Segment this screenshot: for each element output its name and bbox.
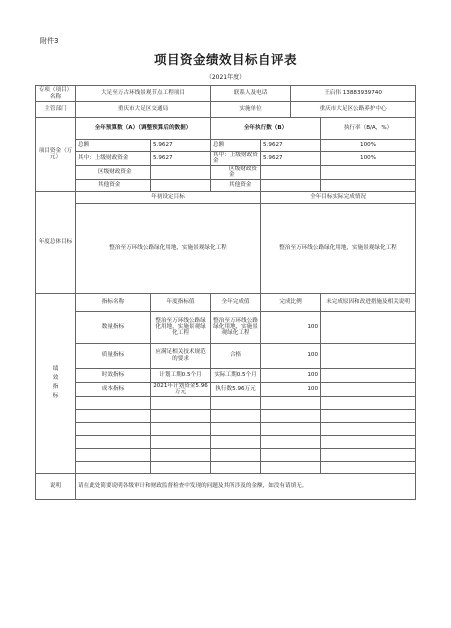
funds-label: 其他资金 <box>76 179 151 191</box>
funds-header-row <box>36 118 416 140</box>
project-name-value: 大足至万古环线景观节点工程项目 <box>76 86 211 102</box>
perf-row <box>36 382 416 396</box>
unit-label: 实施单位 <box>211 102 291 118</box>
funds-exec <box>261 179 321 191</box>
perf-ratio: 100 <box>261 311 321 343</box>
perf-row <box>36 311 416 343</box>
funds-budget: 5.9627 <box>151 140 211 152</box>
perf-header-note: 未完成原因和改进措施及相关说明 <box>321 293 416 311</box>
perf-note <box>321 368 416 382</box>
perf-row-label-text: 绩效指标 <box>52 366 59 400</box>
dept-label: 主管部门 <box>36 102 76 118</box>
funds-exec-label: 其中：上级财政资金 <box>211 152 261 166</box>
attachment-label: 附件3 <box>40 37 59 45</box>
year-label: （2021年度） <box>205 74 246 81</box>
perf-blank-row <box>36 435 416 448</box>
funds-row <box>36 165 416 179</box>
goals-plan-header: 年初设定目标 <box>76 191 261 203</box>
project-name-label: 专项（项目）名称 <box>36 86 76 102</box>
perf-row <box>36 343 416 368</box>
perf-target: 计划工期0.5个月 <box>151 368 211 382</box>
funds-budget: 5.9627 <box>151 152 211 166</box>
contact-label: 联系人及电话 <box>211 86 291 102</box>
funds-exec-label: 其他资金 <box>211 179 261 191</box>
goals-actual-header: 全年目标实际完成情况 <box>261 191 416 203</box>
perf-blank-row <box>36 396 416 409</box>
perf-actual: 实际工期0.5个月 <box>211 368 261 382</box>
perf-name: 成本指标 <box>76 382 151 396</box>
perf-row-label <box>36 293 76 473</box>
funds-budget <box>151 165 211 179</box>
funds-rate <box>321 165 416 179</box>
unit-value: 重庆市大足区公路养护中心 <box>291 102 416 118</box>
perf-ratio: 100 <box>261 368 321 382</box>
funds-exec-header: 全年执行数（B） <box>211 118 321 140</box>
funds-exec <box>261 165 321 179</box>
funds-budget-header: 全年预算数（A）（调整预算后的数据） <box>76 118 211 140</box>
perf-name: 时效指标 <box>76 368 151 382</box>
funds-row <box>36 140 416 152</box>
dept-value: 重庆市大足区交通局 <box>76 102 211 118</box>
perf-name: 数量指标 <box>76 311 151 343</box>
funds-exec: 5.9627 <box>261 140 321 152</box>
perf-note <box>321 311 416 343</box>
funds-budget <box>151 179 211 191</box>
perf-header-target: 年度指标值 <box>151 293 211 311</box>
remark-row <box>36 473 416 499</box>
perf-name: 质量指标 <box>76 343 151 368</box>
funds-label: 总额 <box>76 140 151 152</box>
perf-row <box>36 368 416 382</box>
project-name-row <box>36 86 416 102</box>
perf-ratio: 100 <box>261 382 321 396</box>
perf-target: 应满足相关技术规范的要求 <box>151 343 211 368</box>
funds-exec-label: 区级财政资金 <box>211 165 261 179</box>
perf-target: 2021年计划资金5.96万元 <box>151 382 211 396</box>
goals-plan-text: 整治至万环线公路绿化用地，实施景观绿化工程 <box>76 203 261 293</box>
perf-blank-row <box>36 422 416 435</box>
funds-row <box>36 152 416 166</box>
funds-rate <box>321 179 416 191</box>
funds-rate: 100% <box>321 140 416 152</box>
evaluation-table <box>35 85 416 500</box>
funds-row-label: 项目资金（万元） <box>36 118 76 192</box>
funds-rate-header: 执行率（B/A，%） <box>321 118 416 140</box>
remark-label: 说明 <box>36 473 76 499</box>
perf-note <box>321 343 416 368</box>
perf-blank-row <box>36 448 416 461</box>
goals-row-label: 年度总体目标 <box>36 191 76 293</box>
perf-header-actual: 全年完成值 <box>211 293 261 311</box>
funds-rate: 100% <box>321 152 416 166</box>
department-row <box>36 102 416 118</box>
perf-header-row <box>36 293 416 311</box>
perf-target: 整治至万环线公路绿化用地，实施景观绿化工程 <box>151 311 211 343</box>
perf-header-ratio: 完成比例 <box>261 293 321 311</box>
perf-header-name: 指标名称 <box>76 293 151 311</box>
contact-value: 王启伟 13883939740 <box>291 86 416 102</box>
perf-blank-row <box>36 461 416 473</box>
funds-exec: 5.9627 <box>261 152 321 166</box>
goals-actual-text: 整治至万环线公路绿化用地，实施景观绿化工程 <box>261 203 416 293</box>
perf-actual: 执行数5.96万元 <box>211 382 261 396</box>
perf-blank-row <box>36 409 416 422</box>
goals-header-row <box>36 191 416 203</box>
perf-ratio: 100 <box>261 343 321 368</box>
funds-exec-label: 总额 <box>211 140 261 152</box>
perf-actual: 整治至万环线公路绿化用地，实施景观绿化工程 <box>211 311 261 343</box>
funds-label: 区级财政资金 <box>76 165 151 179</box>
page-title: 项目资金绩效目标自评表 <box>153 52 297 67</box>
remark-text: 请在此处简要说明各级审计和财政监督检查中发现的问题及其所涉及的金额，如没有请填无。 <box>76 473 416 499</box>
funds-row <box>36 179 416 191</box>
goals-content-row <box>36 203 416 293</box>
funds-label: 其中：上级财政资金 <box>76 152 151 166</box>
perf-note <box>321 382 416 396</box>
perf-actual: 合格 <box>211 343 261 368</box>
